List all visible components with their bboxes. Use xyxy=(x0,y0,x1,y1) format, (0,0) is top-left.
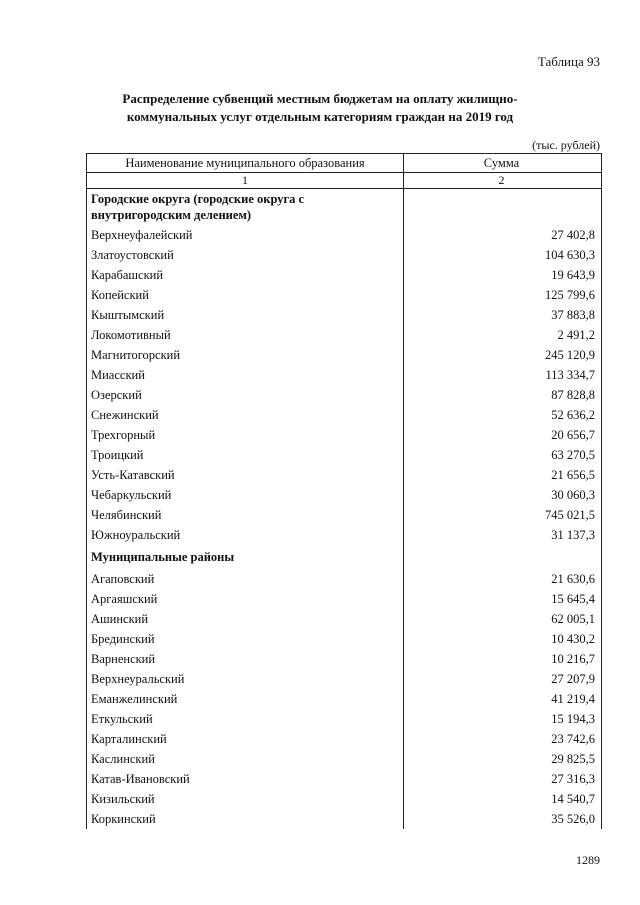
municipality-name: Магнитогорский xyxy=(87,345,404,365)
amount-value: 245 120,9 xyxy=(404,345,602,365)
table-row xyxy=(87,569,602,589)
column-number-row xyxy=(87,173,602,189)
amount-value: 62 005,1 xyxy=(404,609,602,629)
table-row xyxy=(87,525,602,545)
table-header-row xyxy=(87,154,602,173)
title-line-1: Распределение субвенций местным бюджетам на оплату жилищно- xyxy=(122,91,518,106)
municipality-name: Кыштымский xyxy=(87,305,404,325)
table-row xyxy=(87,285,602,305)
amount-value: 63 270,5 xyxy=(404,445,602,465)
municipality-name: Чебаркульский xyxy=(87,485,404,505)
table-row xyxy=(87,445,602,465)
municipality-name: Катав-Ивановский xyxy=(87,769,404,789)
table-row xyxy=(87,225,602,245)
municipality-name: Челябинский xyxy=(87,505,404,525)
municipality-name: Ашинский xyxy=(87,609,404,629)
section-title: Муниципальные районы xyxy=(87,545,404,569)
amount-value: 113 334,7 xyxy=(404,365,602,385)
table-row xyxy=(87,609,602,629)
municipality-name: Варненский xyxy=(87,649,404,669)
amount-value: 30 060,3 xyxy=(404,485,602,505)
municipality-name: Коркинский xyxy=(87,809,404,829)
municipality-name: Миасский xyxy=(87,365,404,385)
municipality-name: Верхнеуфалейский xyxy=(87,225,404,245)
municipality-name: Карталинский xyxy=(87,729,404,749)
amount-value: 10 216,7 xyxy=(404,649,602,669)
amount-value: 52 636,2 xyxy=(404,405,602,425)
table-row xyxy=(87,789,602,809)
amount-value: 27 316,3 xyxy=(404,769,602,789)
amount-value: 23 742,6 xyxy=(404,729,602,749)
municipality-name: Локомотивный xyxy=(87,325,404,345)
municipality-name: Снежинский xyxy=(87,405,404,425)
amount-value: 14 540,7 xyxy=(404,789,602,809)
table-row xyxy=(87,265,602,285)
amount-value: 104 630,3 xyxy=(404,245,602,265)
section-value-cell xyxy=(404,545,602,569)
amount-value: 20 656,7 xyxy=(404,425,602,445)
table-row xyxy=(87,669,602,689)
table-row xyxy=(87,405,602,425)
municipality-name: Копейский xyxy=(87,285,404,305)
table-row xyxy=(87,325,602,345)
amount-value: 125 799,6 xyxy=(404,285,602,305)
table-row xyxy=(87,709,602,729)
section-title: Городские округа (городские округа с внутригородским делением) xyxy=(87,189,404,226)
amount-value: 37 883,8 xyxy=(404,305,602,325)
table-row xyxy=(87,465,602,485)
municipality-name: Троицкий xyxy=(87,445,404,465)
municipality-name: Златоустовский xyxy=(87,245,404,265)
subvention-table xyxy=(86,153,602,829)
municipality-name: Южноуральский xyxy=(87,525,404,545)
amount-value: 35 526,0 xyxy=(404,809,602,829)
column-header-name: Наименование муниципального образования xyxy=(87,154,404,173)
amount-value: 21 630,6 xyxy=(404,569,602,589)
section-row xyxy=(87,545,602,569)
table-row xyxy=(87,485,602,505)
amount-value: 10 430,2 xyxy=(404,629,602,649)
amount-value: 27 207,9 xyxy=(404,669,602,689)
amount-value: 87 828,8 xyxy=(404,385,602,405)
table-number: Таблица 93 xyxy=(537,54,600,69)
table-row xyxy=(87,305,602,325)
municipality-name: Озерский xyxy=(87,385,404,405)
amount-value: 31 137,3 xyxy=(404,525,602,545)
municipality-name: Кизильский xyxy=(87,789,404,809)
amount-value: 19 643,9 xyxy=(404,265,602,285)
amount-value: 29 825,5 xyxy=(404,749,602,769)
table-row xyxy=(87,629,602,649)
unit-label: (тыс. рублей) xyxy=(532,138,600,152)
municipality-name: Усть-Катавский xyxy=(87,465,404,485)
table-row xyxy=(87,749,602,769)
column-header-sum: Сумма xyxy=(404,154,602,173)
table-row xyxy=(87,365,602,385)
municipality-name: Верхнеуральский xyxy=(87,669,404,689)
table-row xyxy=(87,589,602,609)
amount-value: 15 645,4 xyxy=(404,589,602,609)
amount-value: 745 021,5 xyxy=(404,505,602,525)
section-row xyxy=(87,189,602,226)
table-row xyxy=(87,809,602,829)
municipality-name: Брединский xyxy=(87,629,404,649)
amount-value: 41 219,4 xyxy=(404,689,602,709)
municipality-name: Карабашский xyxy=(87,265,404,285)
column-number-1: 1 xyxy=(87,173,404,189)
municipality-name: Агаповский xyxy=(87,569,404,589)
page-number: 1289 xyxy=(576,853,600,867)
municipality-name: Трехгорный xyxy=(87,425,404,445)
table-row xyxy=(87,425,602,445)
table-body xyxy=(87,154,602,830)
table-row xyxy=(87,689,602,709)
table-row xyxy=(87,345,602,365)
table-row xyxy=(87,769,602,789)
amount-value: 21 656,5 xyxy=(404,465,602,485)
amount-value: 15 194,3 xyxy=(404,709,602,729)
municipality-name: Еманжелинский xyxy=(87,689,404,709)
title-line-2: коммунальных услуг отдельным категориям граждан на 2019 год xyxy=(126,109,514,124)
table-row xyxy=(87,245,602,265)
municipality-name: Каслинский xyxy=(87,749,404,769)
amount-value: 27 402,8 xyxy=(404,225,602,245)
column-number-2: 2 xyxy=(404,173,602,189)
table-row xyxy=(87,729,602,749)
document-title xyxy=(60,90,580,126)
municipality-name: Еткульский xyxy=(87,709,404,729)
table-row xyxy=(87,505,602,525)
section-value-cell xyxy=(404,189,602,226)
table-row xyxy=(87,649,602,669)
table-row xyxy=(87,385,602,405)
amount-value: 2 491,2 xyxy=(404,325,602,345)
municipality-name: Аргаяшский xyxy=(87,589,404,609)
